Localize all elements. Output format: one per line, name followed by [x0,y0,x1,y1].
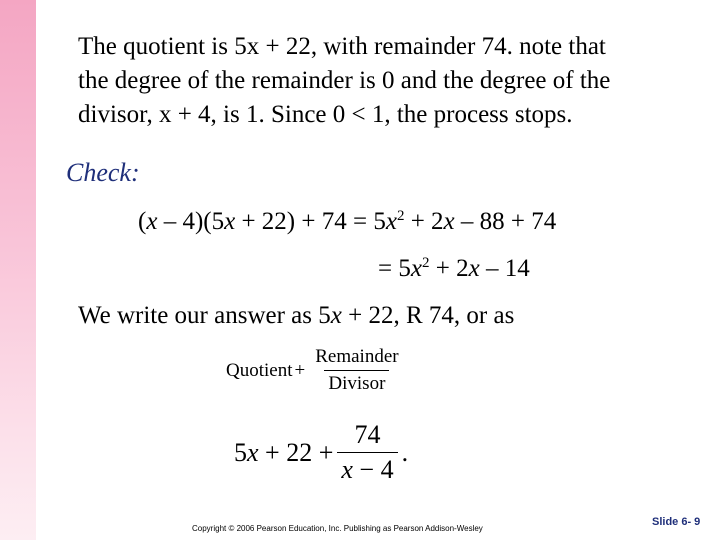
slide-number: Slide 6- 9 [652,516,701,528]
answer-variable: x [330,302,342,329]
eq-variable: x [146,208,158,235]
eq-exponent: 2 [396,208,405,224]
explanation-paragraph [78,30,688,132]
denominator-variable: x [341,455,353,484]
copyright-footer: Copyright © 2006 Pearson Education, Inc. Publishing as Pearson Addison-Wesley [192,524,483,533]
eq-text: + 2 [429,255,469,282]
explanation-line: the degree of the remainder is 0 and the degree of the [78,67,611,94]
eq-variable: x [468,255,480,282]
fraction-denominator [337,452,397,485]
eq-variable: x [443,208,455,235]
eq-exponent: 2 [421,255,430,271]
formula-coefficient: 5 [234,437,247,467]
remainder-fraction [337,420,397,485]
decorative-side-bar [0,0,36,540]
formula-variable: x [247,437,259,467]
eq-variable: x [385,208,397,235]
explanation-line: divisor, x + 4, is 1. Since 0 < 1, the process stops. [78,101,573,128]
check-equation-line-2 [378,255,530,283]
eq-text: – 14 [479,255,530,282]
fraction-numerator: Remainder [315,346,399,367]
explanation-line: The quotient is 5x + 22, with remainder 74. note that [78,33,606,60]
eq-text: + 2 [404,208,444,235]
check-equation-line-1 [138,208,556,236]
eq-text: – 88 + 74 [454,208,557,235]
fraction-denominator: Divisor [324,370,389,395]
eq-text: ( [138,208,147,235]
fraction-numerator: 74 [354,420,381,449]
remainder-over-divisor-fraction [311,346,402,395]
answer-sentence [78,302,514,330]
specific-answer-formula [234,420,408,485]
eq-text: – 4)(5 [157,208,225,235]
eq-variable: x [410,255,422,282]
eq-text: = 5 [378,255,411,282]
formula-period: . [401,437,409,467]
eq-variable: x [224,208,236,235]
eq-text: + 22) + 74 = 5 [235,208,386,235]
formula-text: + 22 + [258,437,334,467]
check-heading: Check: [66,158,140,187]
plus-sign: + [294,359,306,381]
general-form-formula [226,346,407,395]
answer-text: We write our answer as 5 [78,302,331,329]
quotient-term: Quotient [226,359,293,381]
answer-text: + 22, R 74, or as [341,302,515,329]
denominator-text: − 4 [352,455,394,484]
